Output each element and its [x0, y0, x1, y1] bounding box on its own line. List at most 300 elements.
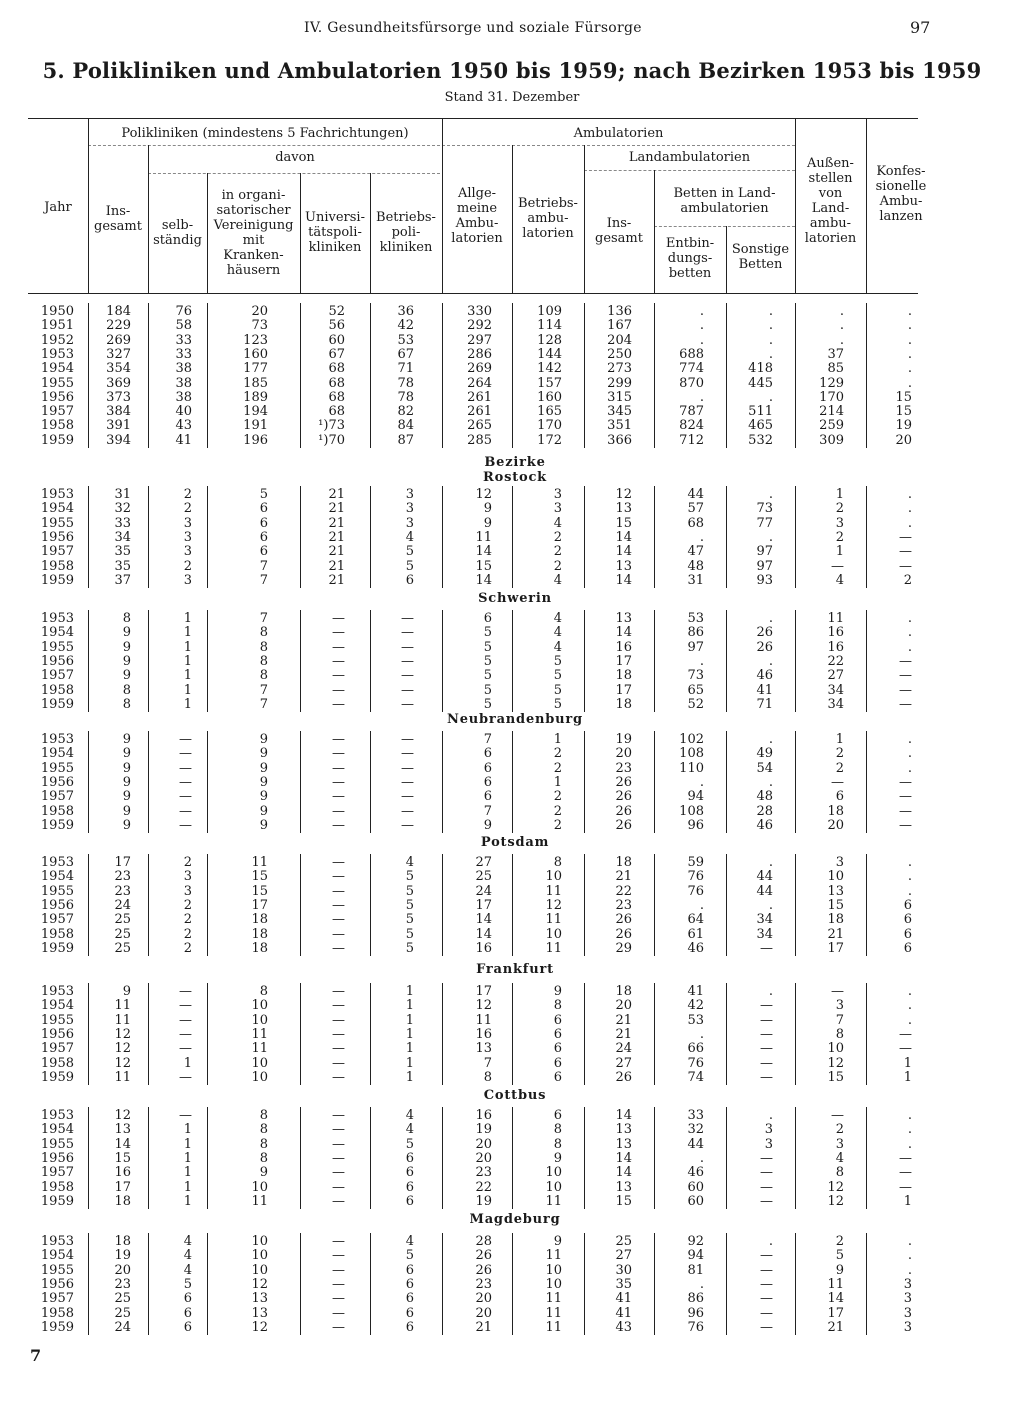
- row-year: 1956: [40, 1026, 74, 1042]
- table-cell: 16: [827, 639, 844, 655]
- col-group-ambulatorien: Ambulatorien: [573, 126, 664, 141]
- table-cell: —: [401, 639, 414, 655]
- table-cell: —: [760, 1319, 773, 1335]
- table-cell: —: [332, 653, 345, 669]
- table-cell: 870: [679, 375, 704, 391]
- table-cell: 5: [405, 869, 414, 885]
- table-cell: 14: [114, 1136, 131, 1152]
- table-cell: 8: [835, 1165, 844, 1181]
- table-cell: —: [401, 611, 414, 626]
- row-year: 1954: [40, 998, 74, 1014]
- table-cell: 10: [251, 1012, 268, 1028]
- table-cell: 2: [183, 897, 192, 913]
- table-cell: 8: [259, 653, 268, 669]
- table-cell: 269: [106, 332, 131, 348]
- table-cell: 4: [835, 572, 844, 588]
- table-cell: 4: [405, 1234, 414, 1249]
- table-cell: 2: [553, 544, 562, 560]
- col-header-entbindung: Entbin- dungs- betten: [665, 236, 715, 281]
- table-cell: 2: [903, 572, 912, 588]
- table-cell: 9: [553, 1234, 562, 1249]
- table-cell: —: [831, 984, 844, 999]
- table-cell: 11: [475, 529, 492, 545]
- table-cell: 26: [615, 774, 632, 790]
- col-header-aussenstellen: Außen- stellen von Land- ambu- latorien: [804, 156, 857, 246]
- table-cell: 60: [328, 332, 345, 348]
- table-cell: 11: [545, 912, 562, 928]
- table-cell: ¹)73: [318, 418, 345, 434]
- table-cell: —: [179, 998, 192, 1014]
- davon-rule: [88, 145, 440, 146]
- table-cell: 3: [764, 1136, 773, 1152]
- table-cell: —: [760, 1165, 773, 1181]
- table-cell: 76: [687, 1319, 704, 1335]
- table-cell: 11: [251, 855, 268, 870]
- table-cell: 196: [243, 432, 268, 448]
- table-cell: —: [899, 1179, 912, 1195]
- table-cell: 13: [615, 611, 632, 626]
- table-cell: 53: [687, 611, 704, 626]
- row-year: 1959: [40, 572, 74, 588]
- table-cell: 21: [328, 572, 345, 588]
- table-cell: 42: [397, 318, 414, 334]
- table-cell: 12: [475, 487, 492, 502]
- row-year: 1959: [40, 940, 74, 956]
- table-cell: .: [768, 774, 773, 790]
- table-cell: 27: [615, 1248, 632, 1264]
- table-cell: —: [401, 760, 414, 776]
- table-cell: 1: [183, 653, 192, 669]
- table-cell: 128: [537, 332, 562, 348]
- table-cell: 7: [259, 696, 268, 712]
- table-cell: —: [179, 1026, 192, 1042]
- table-cell: .: [768, 304, 773, 319]
- table-cell: .: [699, 1150, 704, 1166]
- table-cell: —: [899, 1041, 912, 1057]
- table-cell: —: [179, 746, 192, 762]
- table-cell: 25: [114, 1291, 131, 1307]
- section-heading: Neubrandenburg: [447, 712, 583, 727]
- table-cell: —: [179, 984, 192, 999]
- row-year: 1953: [40, 487, 74, 502]
- table-cell: 85: [827, 361, 844, 377]
- table-cell: 96: [687, 1305, 704, 1321]
- table-cell: 52: [687, 696, 704, 712]
- table-cell: 1: [405, 984, 414, 999]
- table-cell: —: [332, 746, 345, 762]
- table-cell: —: [332, 1179, 345, 1195]
- table-cell: 4: [405, 1108, 414, 1123]
- table-cell: 1: [183, 1165, 192, 1181]
- table-cell: 1: [405, 1069, 414, 1085]
- table-cell: 3: [405, 487, 414, 502]
- table-cell: 265: [467, 418, 492, 434]
- row-year: 1958: [40, 926, 74, 942]
- table-cell: 7: [259, 572, 268, 588]
- row-year: 1953: [40, 1234, 74, 1249]
- table-cell: 2: [183, 558, 192, 574]
- table-cell: 184: [106, 304, 131, 319]
- table-cell: 15: [827, 1069, 844, 1085]
- col-header-organisatorisch: in organi- satorischer Vereinigung mit Kranken- häusern: [213, 188, 294, 278]
- table-cell: 84: [397, 418, 414, 434]
- table-cell: 19: [475, 1122, 492, 1138]
- table-cell: 7: [483, 732, 492, 747]
- table-cell: 6: [553, 1055, 562, 1071]
- table-cell: —: [760, 1305, 773, 1321]
- table-cell: 41: [687, 984, 704, 999]
- table-cell: 129: [819, 375, 844, 391]
- table-cell: 10: [251, 1262, 268, 1278]
- table-cell: 92: [687, 1234, 704, 1249]
- table-cell: 445: [748, 375, 773, 391]
- table-cell: 8: [835, 1026, 844, 1042]
- table-cell: 29: [615, 940, 632, 956]
- table-cell: 21: [328, 544, 345, 560]
- table-cell: 4: [405, 1122, 414, 1138]
- table-cell: —: [899, 803, 912, 819]
- table-cell: 9: [259, 1165, 268, 1181]
- table-cell: —: [899, 544, 912, 560]
- table-cell: 17: [827, 1305, 844, 1321]
- table-cell: 22: [827, 653, 844, 669]
- table-cell: 4: [553, 611, 562, 626]
- table-cell: 16: [475, 1026, 492, 1042]
- table-cell: 13: [475, 1041, 492, 1057]
- table-cell: 28: [475, 1234, 492, 1249]
- table-cell: 30: [615, 1262, 632, 1278]
- table-cell: 8: [122, 682, 131, 698]
- table-cell: 787: [679, 404, 704, 420]
- table-cell: .: [907, 855, 912, 870]
- col-header-allgemeine: Allge- meine Ambu- latorien: [451, 186, 503, 246]
- table-cell: —: [332, 760, 345, 776]
- table-cell: 532: [748, 432, 773, 448]
- table-cell: —: [899, 529, 912, 545]
- table-cell: 68: [328, 389, 345, 405]
- table-cell: 511: [748, 404, 773, 420]
- table-cell: 87: [397, 432, 414, 448]
- table-cell: .: [768, 389, 773, 405]
- table-cell: 5: [553, 682, 562, 698]
- row-year: 1955: [40, 883, 74, 899]
- table-cell: 373: [106, 389, 131, 405]
- table-cell: 4: [183, 1234, 192, 1249]
- table-cell: .: [768, 332, 773, 348]
- table-cell: 17: [114, 855, 131, 870]
- table-cell: 3: [183, 515, 192, 531]
- table-cell: .: [907, 346, 912, 362]
- table-cell: 9: [122, 653, 131, 669]
- table-cell: 1: [183, 1179, 192, 1195]
- table-cell: 27: [827, 668, 844, 684]
- table-cell: —: [899, 1165, 912, 1181]
- table-cell: 25: [475, 869, 492, 885]
- table-cell: .: [907, 1248, 912, 1264]
- table-cell: .: [907, 318, 912, 334]
- table-cell: 12: [827, 1179, 844, 1195]
- table-cell: —: [332, 789, 345, 805]
- table-cell: 34: [827, 682, 844, 698]
- row-year: 1953: [40, 855, 74, 870]
- table-cell: 108: [679, 803, 704, 819]
- table-cell: 15: [251, 869, 268, 885]
- table-cell: 48: [756, 789, 773, 805]
- col-header-betriebsamb: Betriebs- ambu- latorien: [518, 196, 578, 241]
- table-cell: 1: [835, 732, 844, 747]
- table-cell: .: [839, 304, 844, 319]
- table-cell: 170: [537, 418, 562, 434]
- table-cell: —: [332, 1150, 345, 1166]
- table-cell: 48: [687, 558, 704, 574]
- table-cell: —: [760, 940, 773, 956]
- table-cell: 10: [251, 1179, 268, 1195]
- table-cell: 15: [475, 558, 492, 574]
- table-cell: 44: [687, 487, 704, 502]
- row-year: 1957: [40, 1291, 74, 1307]
- table-cell: 6: [259, 501, 268, 517]
- table-cell: —: [332, 926, 345, 942]
- table-cell: .: [907, 375, 912, 391]
- table-cell: 20: [895, 432, 912, 448]
- table-cell: 18: [615, 696, 632, 712]
- table-cell: 5: [483, 668, 492, 684]
- table-cell: 65: [687, 682, 704, 698]
- row-year: 1955: [40, 1262, 74, 1278]
- table-cell: —: [332, 984, 345, 999]
- table-cell: 157: [537, 375, 562, 391]
- table-cell: 6: [405, 572, 414, 588]
- table-cell: .: [907, 487, 912, 502]
- col-header-betriebspoli: Betriebs- poli- kliniken: [376, 210, 436, 255]
- table-cell: 18: [251, 926, 268, 942]
- table-cell: —: [332, 1136, 345, 1152]
- table-cell: 6: [405, 1150, 414, 1166]
- table-cell: .: [699, 1276, 704, 1292]
- table-cell: 824: [679, 418, 704, 434]
- table-cell: —: [332, 1305, 345, 1321]
- row-year: 1954: [40, 625, 74, 641]
- table-cell: 4: [405, 855, 414, 870]
- section-heading: Schwerin: [478, 591, 552, 606]
- table-cell: 3: [835, 1136, 844, 1152]
- row-year: 1955: [40, 639, 74, 655]
- table-cell: 10: [827, 1041, 844, 1057]
- table-cell: —: [332, 1248, 345, 1264]
- table-cell: 12: [114, 1026, 131, 1042]
- table-cell: 34: [114, 529, 131, 545]
- table-cell: —: [831, 1108, 844, 1123]
- table-cell: .: [768, 653, 773, 669]
- row-year: 1956: [40, 529, 74, 545]
- row-year: 1956: [40, 653, 74, 669]
- table-title: 5. Polikliniken und Ambulatorien 1950 bis 1959; nach Bezirken 1953 bis 1959: [42, 58, 982, 83]
- table-cell: 1: [903, 1055, 912, 1071]
- table-cell: 369: [106, 375, 131, 391]
- row-year: 1950: [40, 304, 74, 319]
- table-cell: 2: [553, 789, 562, 805]
- table-cell: 391: [106, 418, 131, 434]
- table-cell: 5: [483, 639, 492, 655]
- table-cell: 8: [122, 696, 131, 712]
- table-cell: 11: [545, 1248, 562, 1264]
- table-cell: .: [907, 869, 912, 885]
- table-cell: 53: [397, 332, 414, 348]
- table-cell: .: [839, 332, 844, 348]
- table-cell: 9: [259, 817, 268, 833]
- table-cell: 20: [827, 817, 844, 833]
- table-cell: 24: [615, 1041, 632, 1057]
- table-cell: 214: [819, 404, 844, 420]
- table-cell: —: [332, 803, 345, 819]
- table-cell: 9: [483, 817, 492, 833]
- table-cell: 688: [679, 346, 704, 362]
- land-rule: [584, 170, 795, 171]
- table-cell: —: [332, 912, 345, 928]
- table-cell: .: [768, 897, 773, 913]
- table-cell: —: [401, 789, 414, 805]
- table-cell: 11: [545, 1305, 562, 1321]
- col-header-insgesamt: Ins- gesamt: [94, 204, 142, 234]
- table-cell: 5: [405, 558, 414, 574]
- table-cell: —: [332, 817, 345, 833]
- table-cell: 86: [687, 625, 704, 641]
- table-cell: 21: [827, 1319, 844, 1335]
- table-cell: —: [332, 1234, 345, 1249]
- table-cell: 78: [397, 375, 414, 391]
- table-cell: 35: [114, 544, 131, 560]
- table-cell: 6: [483, 789, 492, 805]
- table-cell: 8: [259, 1136, 268, 1152]
- table-cell: 13: [615, 558, 632, 574]
- table-cell: 3: [183, 529, 192, 545]
- table-cell: 418: [748, 361, 773, 377]
- table-cell: 97: [756, 544, 773, 560]
- table-cell: 12: [827, 1055, 844, 1071]
- section-heading: Frankfurt: [476, 962, 554, 977]
- table-cell: 185: [243, 375, 268, 391]
- table-cell: 36: [397, 304, 414, 319]
- row-year: 1955: [40, 515, 74, 531]
- table-cell: 41: [615, 1291, 632, 1307]
- table-cell: 264: [467, 375, 492, 391]
- table-cell: 6: [903, 897, 912, 913]
- table-cell: 1: [183, 1193, 192, 1209]
- table-cell: 76: [687, 869, 704, 885]
- table-cell: 13: [251, 1291, 268, 1307]
- table-cell: 1: [183, 611, 192, 626]
- table-cell: 394: [106, 432, 131, 448]
- table-cell: 67: [397, 346, 414, 362]
- table-cell: 8: [553, 855, 562, 870]
- table-cell: 2: [835, 501, 844, 517]
- table-cell: 13: [615, 501, 632, 517]
- table-cell: 21: [328, 487, 345, 502]
- table-cell: 2: [835, 1234, 844, 1249]
- table-cell: 2: [183, 501, 192, 517]
- table-cell: 82: [397, 404, 414, 420]
- table-cell: —: [760, 1012, 773, 1028]
- table-cell: 6: [903, 912, 912, 928]
- table-cell: 10: [545, 1165, 562, 1181]
- table-cell: 33: [687, 1108, 704, 1123]
- table-cell: 37: [114, 572, 131, 588]
- col-group-landambulatorien: Landambulatorien: [628, 150, 751, 165]
- table-cell: 11: [545, 1193, 562, 1209]
- table-cell: 19: [475, 1193, 492, 1209]
- table-cell: 10: [251, 998, 268, 1014]
- table-cell: 4: [183, 1262, 192, 1278]
- col-header-jahr: Jahr: [44, 200, 72, 215]
- table-cell: .: [699, 1026, 704, 1042]
- table-cell: —: [332, 883, 345, 899]
- section-heading: Bezirke Rostock: [483, 455, 547, 485]
- table-cell: 1: [405, 1026, 414, 1042]
- table-cell: —: [899, 653, 912, 669]
- table-cell: 31: [114, 487, 131, 502]
- section-heading: Cottbus: [483, 1088, 547, 1103]
- col-header-universitaet: Universi- tätspoli- kliniken: [305, 210, 365, 255]
- row-year: 1954: [40, 1248, 74, 1264]
- table-cell: 9: [259, 774, 268, 790]
- table-cell: 12: [475, 998, 492, 1014]
- table-cell: 177: [243, 361, 268, 377]
- table-cell: 6: [183, 1305, 192, 1321]
- table-cell: 18: [251, 940, 268, 956]
- table-cell: .: [699, 304, 704, 319]
- table-cell: 9: [122, 817, 131, 833]
- row-year: 1954: [40, 869, 74, 885]
- table-cell: 14: [475, 572, 492, 588]
- table-cell: —: [401, 682, 414, 698]
- table-cell: .: [768, 611, 773, 626]
- table-cell: 71: [397, 361, 414, 377]
- row-year: 1954: [40, 1122, 74, 1138]
- table-cell: —: [332, 897, 345, 913]
- table-cell: —: [332, 1041, 345, 1057]
- table-cell: 78: [397, 389, 414, 405]
- table-cell: —: [760, 1026, 773, 1042]
- table-cell: 14: [827, 1291, 844, 1307]
- table-cell: .: [768, 318, 773, 334]
- table-cell: 299: [607, 375, 632, 391]
- page-footer: 7: [30, 1346, 42, 1365]
- table-cell: 13: [827, 883, 844, 899]
- table-cell: 25: [114, 912, 131, 928]
- table-cell: 712: [679, 432, 704, 448]
- table-cell: 5: [553, 696, 562, 712]
- table-cell: 5: [405, 883, 414, 899]
- table-cell: —: [899, 1026, 912, 1042]
- table-cell: 6: [553, 1069, 562, 1085]
- table-cell: 15: [895, 389, 912, 405]
- table-cell: 15: [114, 1150, 131, 1166]
- table-cell: 8: [259, 668, 268, 684]
- table-cell: —: [332, 1193, 345, 1209]
- table-cell: 58: [175, 318, 192, 334]
- table-cell: 1: [405, 1012, 414, 1028]
- table-cell: 2: [553, 746, 562, 762]
- table-cell: 26: [615, 817, 632, 833]
- table-cell: 15: [251, 883, 268, 899]
- table-cell: 20: [475, 1305, 492, 1321]
- table-cell: 8: [259, 1150, 268, 1166]
- table-cell: —: [401, 696, 414, 712]
- table-cell: 26: [615, 803, 632, 819]
- amb-rule: [442, 145, 795, 146]
- table-cell: 16: [827, 625, 844, 641]
- table-cell: .: [907, 1136, 912, 1152]
